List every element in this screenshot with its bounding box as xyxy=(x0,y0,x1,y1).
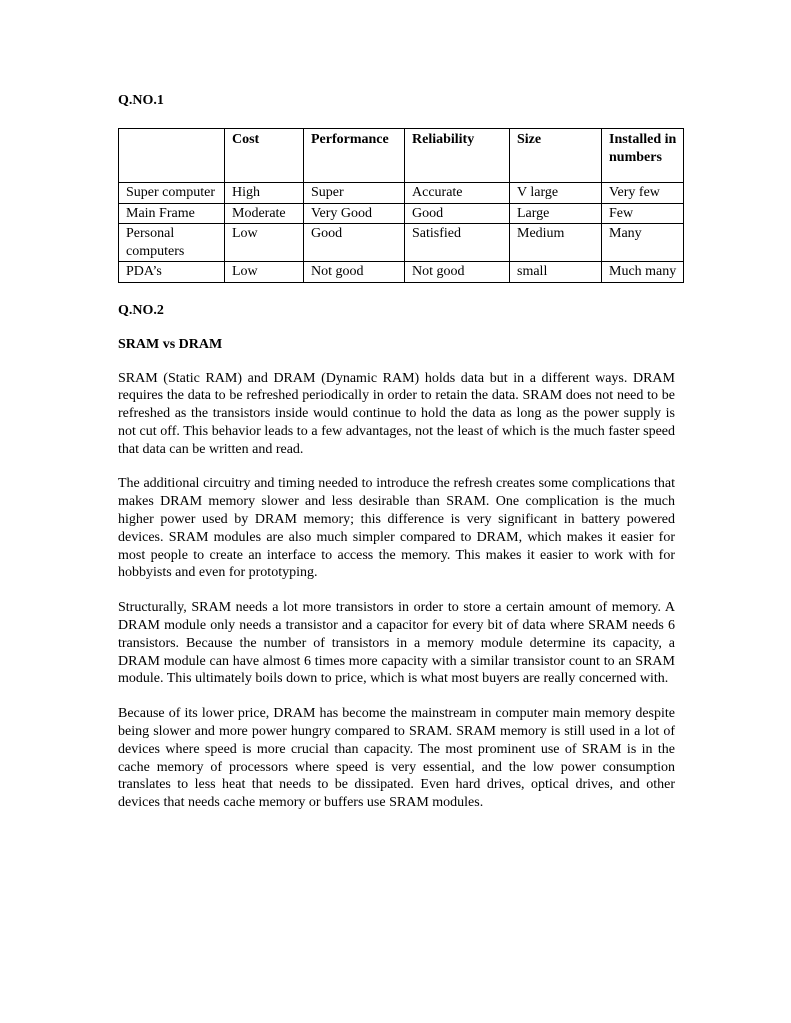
table-cell: Much many xyxy=(602,262,684,283)
body-paragraph: The additional circuitry and timing needed to introduce the refresh creates some complications that makes DRAM memory slower and less desirable than SRAM. One complication is the much higher power used by DRAM memory; this difference is very significant in battery powered devices. SRAM modules are also much simpler compared to DRAM, which makes it easier for most people to create an interface to access the memory. This makes it easier to work with for hobbyists and even for prototyping. xyxy=(118,476,675,581)
table-cell: Low xyxy=(225,262,304,283)
section-subheading: SRAM vs DRAM xyxy=(118,336,223,352)
table-cell: Satisfied xyxy=(405,224,510,262)
document-page xyxy=(118,92,675,829)
header-cell-installed: Installed in numbers xyxy=(602,129,684,183)
table-cell: Not good xyxy=(304,262,405,283)
table-cell: Few xyxy=(602,203,684,224)
table-cell: V large xyxy=(510,183,602,204)
table-cell: Moderate xyxy=(225,203,304,224)
body-paragraph: SRAM (Static RAM) and DRAM (Dynamic RAM) holds data but in a different ways. DRAM requires the data to be refreshed periodically in order to retain the data. SRAM does not need to be refreshed as the transistors inside would continue to hold the data as long as the power supply is not cut off. This behavior leads to a few advantages, not the least of which is the much faster speed that data can be written and read. xyxy=(118,370,675,457)
table-cell: Personal computers xyxy=(119,224,225,262)
table-cell: Very Good xyxy=(304,203,405,224)
table-cell: Main Frame xyxy=(119,203,225,224)
header-cell-reliability: Reliability xyxy=(405,129,510,183)
body-paragraph: Because of its lower price, DRAM has become the mainstream in computer main memory despite being slower and more power hungry compared to SRAM. SRAM memory is still used in a lot of devices where speed is more crucial than capacity. The most prominent use of SRAM is in the cache memory of processors where speed is very essential, and the low power consumption translates to less heat that needs to be dissipated. Even hard drives, optical drives, and other devices that needs cache memory or buffers use SRAM modules. xyxy=(118,706,675,811)
table-cell: small xyxy=(510,262,602,283)
table-cell: Super computer xyxy=(119,183,225,204)
header-cell-blank xyxy=(119,129,225,183)
table-row xyxy=(119,262,684,283)
table-cell: Many xyxy=(602,224,684,262)
table-cell: Good xyxy=(304,224,405,262)
question-1-heading: Q.NO.1 xyxy=(118,93,164,108)
header-cell-size: Size xyxy=(510,129,602,183)
header-cell-performance: Performance xyxy=(304,129,405,183)
table-cell: Not good xyxy=(405,262,510,283)
table-cell: Large xyxy=(510,203,602,224)
table-cell: Very few xyxy=(602,183,684,204)
table-row xyxy=(119,203,684,224)
table-cell: Medium xyxy=(510,224,602,262)
table-cell: Super xyxy=(304,183,405,204)
header-cell-cost: Cost xyxy=(225,129,304,183)
table-row xyxy=(119,224,684,262)
table-cell: Low xyxy=(225,224,304,262)
table-cell: PDA’s xyxy=(119,262,225,283)
computer-comparison-table xyxy=(118,128,684,283)
table-cell: Good xyxy=(405,203,510,224)
question-2-heading: Q.NO.2 xyxy=(118,302,164,318)
table-cell: High xyxy=(225,183,304,204)
table-header-row xyxy=(119,129,684,183)
table-row xyxy=(119,183,684,204)
table-cell: Accurate xyxy=(405,183,510,204)
body-paragraph: Structurally, SRAM needs a lot more transistors in order to store a certain amount of memory. A DRAM module only needs a transistor and a capacitor for every bit of data where SRAM needs 6 transistors. Because the number of transistors in a memory module determine its capacity, a DRAM module can have almost 6 times more capacity with a similar transistor count to an SRAM module. This ultimately boils down to price, which is what most buyers are really concerned with. xyxy=(118,600,675,687)
